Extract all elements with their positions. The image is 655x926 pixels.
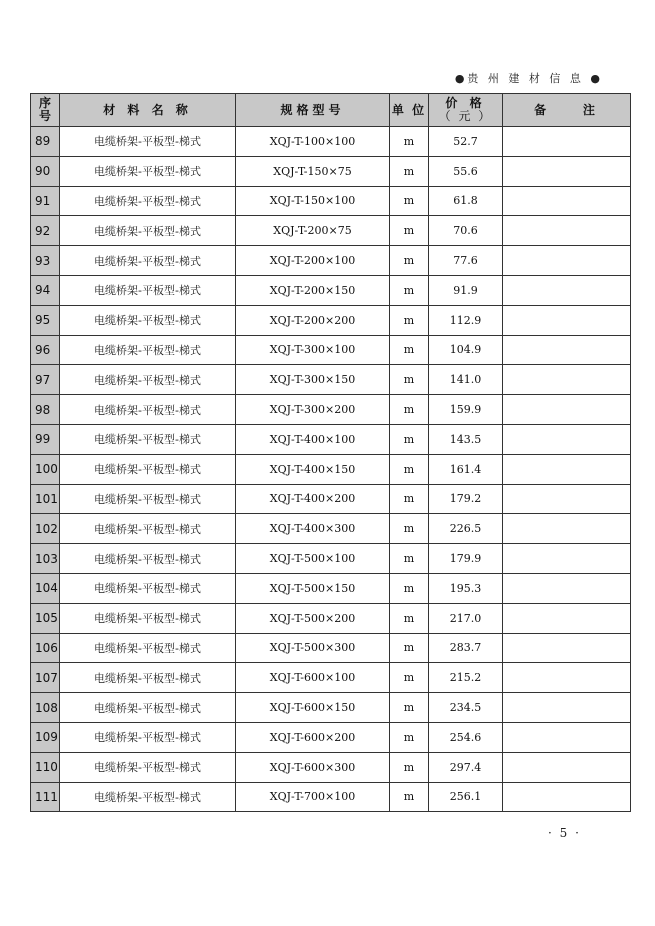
row-seq: 109 (31, 722, 60, 752)
row-remark (503, 693, 631, 723)
row-name: 电缆桥架-平板型-梯式 (60, 454, 236, 484)
row-spec: XQJ-T-400×150 (236, 454, 390, 484)
row-remark (503, 156, 631, 186)
row-unit: m (390, 335, 429, 365)
row-unit: m (390, 722, 429, 752)
row-name: 电缆桥架-平板型-梯式 (60, 782, 236, 812)
row-unit: m (390, 186, 429, 216)
row-spec: XQJ-T-700×100 (236, 782, 390, 812)
row-price: 161.4 (429, 454, 503, 484)
page-number: · 5 · (548, 826, 581, 840)
table-row (31, 782, 631, 812)
row-name: 电缆桥架-平板型-梯式 (60, 693, 236, 723)
row-name: 电缆桥架-平板型-梯式 (60, 514, 236, 544)
row-unit: m (390, 216, 429, 246)
row-spec: XQJ-T-500×300 (236, 633, 390, 663)
row-remark (503, 544, 631, 574)
row-name: 电缆桥架-平板型-梯式 (60, 335, 236, 365)
row-name: 电缆桥架-平板型-梯式 (60, 573, 236, 603)
row-price: 195.3 (429, 573, 503, 603)
row-price: 283.7 (429, 633, 503, 663)
row-price: 179.9 (429, 544, 503, 574)
header-unit: 单 位 (390, 94, 429, 127)
row-price: 234.5 (429, 693, 503, 723)
row-unit: m (390, 693, 429, 723)
table-row (31, 752, 631, 782)
row-remark (503, 484, 631, 514)
table-header-row (31, 94, 631, 127)
row-unit: m (390, 424, 429, 454)
row-spec: XQJ-T-600×100 (236, 663, 390, 693)
row-unit: m (390, 365, 429, 395)
table-row (31, 335, 631, 365)
publication-header: ●贵 州 建 材 信 息 ● (454, 72, 603, 85)
row-price: 104.9 (429, 335, 503, 365)
row-spec: XQJ-T-500×100 (236, 544, 390, 574)
row-remark (503, 186, 631, 216)
row-remark (503, 335, 631, 365)
row-remark (503, 246, 631, 276)
row-seq: 97 (31, 365, 60, 395)
row-seq: 96 (31, 335, 60, 365)
row-unit: m (390, 663, 429, 693)
row-remark (503, 365, 631, 395)
row-spec: XQJ-T-300×200 (236, 395, 390, 425)
row-remark (503, 216, 631, 246)
row-remark (503, 514, 631, 544)
table-row (31, 573, 631, 603)
row-spec: XQJ-T-300×100 (236, 335, 390, 365)
table-row (31, 544, 631, 574)
row-name: 电缆桥架-平板型-梯式 (60, 395, 236, 425)
table-row (31, 156, 631, 186)
row-spec: XQJ-T-400×200 (236, 484, 390, 514)
row-seq: 90 (31, 156, 60, 186)
row-price: 256.1 (429, 782, 503, 812)
table-row (31, 633, 631, 663)
price-table (30, 93, 631, 812)
row-name: 电缆桥架-平板型-梯式 (60, 722, 236, 752)
row-spec: XQJ-T-150×75 (236, 156, 390, 186)
row-seq: 111 (31, 782, 60, 812)
row-name: 电缆桥架-平板型-梯式 (60, 365, 236, 395)
table-row (31, 186, 631, 216)
header-price-label: 价 格 (445, 96, 486, 110)
row-seq: 110 (31, 752, 60, 782)
row-name: 电缆桥架-平板型-梯式 (60, 424, 236, 454)
row-seq: 93 (31, 246, 60, 276)
row-price: 91.9 (429, 275, 503, 305)
table-row (31, 127, 631, 157)
header-price (429, 94, 503, 127)
row-remark (503, 722, 631, 752)
row-seq: 95 (31, 305, 60, 335)
row-unit: m (390, 782, 429, 812)
row-spec: XQJ-T-200×200 (236, 305, 390, 335)
row-price: 55.6 (429, 156, 503, 186)
row-unit: m (390, 514, 429, 544)
row-spec: XQJ-T-100×100 (236, 127, 390, 157)
row-remark (503, 663, 631, 693)
table-row (31, 454, 631, 484)
table-row (31, 484, 631, 514)
row-seq: 104 (31, 573, 60, 603)
row-spec: XQJ-T-600×200 (236, 722, 390, 752)
row-name: 电缆桥架-平板型-梯式 (60, 752, 236, 782)
row-unit: m (390, 633, 429, 663)
row-unit: m (390, 484, 429, 514)
row-unit: m (390, 127, 429, 157)
row-seq: 98 (31, 395, 60, 425)
row-price: 143.5 (429, 424, 503, 454)
row-spec: XQJ-T-200×100 (236, 246, 390, 276)
row-name: 电缆桥架-平板型-梯式 (60, 305, 236, 335)
row-price: 112.9 (429, 305, 503, 335)
row-seq: 106 (31, 633, 60, 663)
row-spec: XQJ-T-150×100 (236, 186, 390, 216)
row-unit: m (390, 246, 429, 276)
row-seq: 101 (31, 484, 60, 514)
header-name: 材 料 名 称 (60, 94, 236, 127)
header-seq: 序号 (31, 94, 60, 127)
table-row (31, 722, 631, 752)
row-name: 电缆桥架-平板型-梯式 (60, 156, 236, 186)
row-spec: XQJ-T-600×150 (236, 693, 390, 723)
row-seq: 102 (31, 514, 60, 544)
row-price: 254.6 (429, 722, 503, 752)
row-spec: XQJ-T-400×300 (236, 514, 390, 544)
row-seq: 91 (31, 186, 60, 216)
row-unit: m (390, 156, 429, 186)
row-seq: 107 (31, 663, 60, 693)
row-name: 电缆桥架-平板型-梯式 (60, 127, 236, 157)
header-price-unit: （ 元 ） (438, 109, 493, 123)
row-seq: 99 (31, 424, 60, 454)
row-name: 电缆桥架-平板型-梯式 (60, 246, 236, 276)
row-price: 226.5 (429, 514, 503, 544)
row-seq: 94 (31, 275, 60, 305)
table-row (31, 603, 631, 633)
row-price: 217.0 (429, 603, 503, 633)
table-row (31, 216, 631, 246)
row-unit: m (390, 275, 429, 305)
table-row (31, 693, 631, 723)
row-price: 215.2 (429, 663, 503, 693)
row-name: 电缆桥架-平板型-梯式 (60, 484, 236, 514)
header-remark: 备 注 (503, 94, 631, 127)
row-name: 电缆桥架-平板型-梯式 (60, 275, 236, 305)
row-remark (503, 305, 631, 335)
row-remark (503, 573, 631, 603)
row-unit: m (390, 395, 429, 425)
row-unit: m (390, 752, 429, 782)
row-name: 电缆桥架-平板型-梯式 (60, 186, 236, 216)
row-spec: XQJ-T-300×150 (236, 365, 390, 395)
row-price: 141.0 (429, 365, 503, 395)
row-price: 159.9 (429, 395, 503, 425)
row-spec: XQJ-T-200×150 (236, 275, 390, 305)
table-row (31, 365, 631, 395)
row-spec: XQJ-T-500×150 (236, 573, 390, 603)
row-unit: m (390, 573, 429, 603)
row-seq: 105 (31, 603, 60, 633)
table-row (31, 395, 631, 425)
row-price: 179.2 (429, 484, 503, 514)
row-name: 电缆桥架-平板型-梯式 (60, 663, 236, 693)
row-remark (503, 424, 631, 454)
row-spec: XQJ-T-200×75 (236, 216, 390, 246)
row-seq: 89 (31, 127, 60, 157)
header-spec: 规格型号 (236, 94, 390, 127)
row-seq: 103 (31, 544, 60, 574)
row-remark (503, 127, 631, 157)
row-seq: 92 (31, 216, 60, 246)
row-remark (503, 633, 631, 663)
row-name: 电缆桥架-平板型-梯式 (60, 633, 236, 663)
table-body (31, 127, 631, 812)
row-remark (503, 603, 631, 633)
row-unit: m (390, 544, 429, 574)
row-spec: XQJ-T-400×100 (236, 424, 390, 454)
table-row (31, 275, 631, 305)
row-name: 电缆桥架-平板型-梯式 (60, 544, 236, 574)
row-price: 297.4 (429, 752, 503, 782)
row-spec: XQJ-T-500×200 (236, 603, 390, 633)
row-seq: 108 (31, 693, 60, 723)
table-row (31, 246, 631, 276)
row-unit: m (390, 305, 429, 335)
row-name: 电缆桥架-平板型-梯式 (60, 216, 236, 246)
row-price: 77.6 (429, 246, 503, 276)
row-price: 70.6 (429, 216, 503, 246)
row-seq: 100 (31, 454, 60, 484)
row-remark (503, 454, 631, 484)
row-price: 61.8 (429, 186, 503, 216)
table-row (31, 663, 631, 693)
row-price: 52.7 (429, 127, 503, 157)
row-remark (503, 275, 631, 305)
row-remark (503, 782, 631, 812)
row-unit: m (390, 454, 429, 484)
table-row (31, 424, 631, 454)
row-name: 电缆桥架-平板型-梯式 (60, 603, 236, 633)
row-remark (503, 395, 631, 425)
row-spec: XQJ-T-600×300 (236, 752, 390, 782)
row-unit: m (390, 603, 429, 633)
table-row (31, 305, 631, 335)
row-remark (503, 752, 631, 782)
table-row (31, 514, 631, 544)
